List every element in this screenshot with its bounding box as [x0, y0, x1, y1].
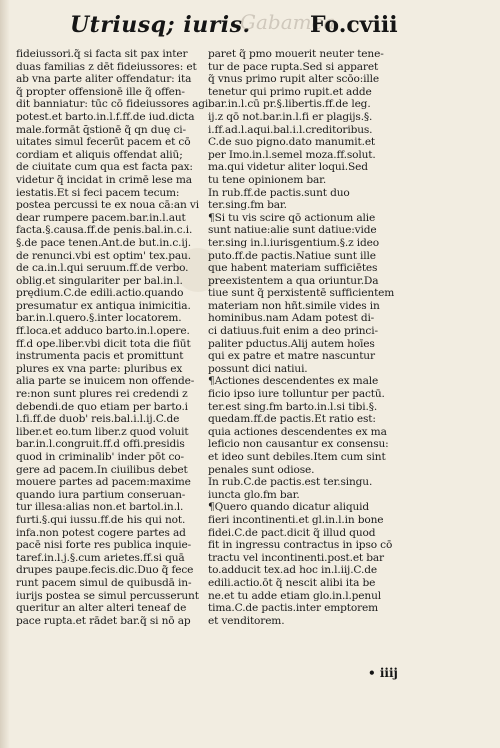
- text-line: In rub.C.de pactis.est ter.singu.: [208, 476, 373, 489]
- text-line: pace rupta.et rādet bar.q̃ si nō ap: [16, 614, 191, 627]
- text-line: presumatur ex antiqua inimicitia.: [16, 299, 191, 312]
- text-line: fideiussori.q̃ si facta sit pax inter: [16, 48, 188, 60]
- text-line: ter.est sing.fm barto.in.l.si tibi.§.: [208, 400, 378, 413]
- text-line: iestatis.Et si feci pacem tecum:: [16, 186, 180, 199]
- text-line: bar.in.l.quero.§.inter locatorem.: [16, 312, 182, 325]
- text-line: iurijs postea se simul percusserunt: [16, 589, 199, 602]
- text-line: postea percussi te ex noua cā:an vi: [16, 199, 199, 212]
- text-line: duas familias z dēt fideiussores: et: [16, 60, 197, 73]
- text-line: q̃ vnus primo rupit alter scōo:ille: [208, 73, 379, 86]
- text-line: tu tene opinionem bar.: [208, 173, 327, 186]
- text-line: instrumenta pacis et promittunt: [16, 350, 184, 363]
- text-line: ficio ipso iure tolluntur per pactū.: [208, 388, 385, 401]
- text-line: tur de pace rupta.Sed si apparet: [208, 60, 379, 73]
- text-line: fit in ingressu contractus in ipso cō: [208, 539, 393, 552]
- text-line: ter.sing.fm bar.: [208, 199, 287, 212]
- text-line: debendi.de quo etiam per barto.i: [16, 400, 188, 413]
- text-line: i.ff.ad.l.aqui.bal.i.l.creditoribus.: [208, 123, 373, 136]
- text-line: alia parte se inuicem non offende-: [16, 375, 195, 388]
- text-line: preexistentem a qua oriuntur.Da: [208, 274, 379, 287]
- text-line: tur illesa:alias non.et bartol.in.l.: [16, 501, 184, 514]
- text-line: plures ex vna parte: pluribus ex: [16, 362, 183, 375]
- text-line: bar.in.l.congruit.ff.d offi.presidis: [16, 438, 185, 451]
- text-line: que habent materiam sufficiētes: [208, 262, 378, 275]
- text-line: queritur an alter alteri teneaf de: [16, 602, 187, 615]
- text-line: oblig.et singulariter per bal.in.l.: [16, 274, 183, 287]
- text-line: per Imo.in.l.semel moza.ff.solut.: [208, 148, 376, 161]
- text-line: ij.z qō not.bar.in.l.fi er plagijs.§.: [208, 110, 373, 123]
- text-line: tenetur qui primo rupit.et adde: [208, 85, 372, 98]
- text-line: de renunci.vbi est optim' tex.pau.: [16, 249, 191, 262]
- text-line: tractu vel incontinenti.post.et bar: [208, 551, 384, 564]
- text-line: videtur q̃ incidat in crimē lese ma: [16, 173, 192, 186]
- text-line: drupes paupe.fecis.dic.Duo q̃ fece: [16, 564, 194, 577]
- page-gutter-shadow: [0, 0, 10, 748]
- text-line: quando iura partium conseruan-: [16, 488, 186, 501]
- signature-mark: • iiij: [368, 666, 398, 680]
- text-line: facta.§.causa.ff.de penis.bal.in.c.i.: [16, 224, 193, 237]
- text-line: quod in criminalib' inder pōt co-: [16, 451, 184, 463]
- text-line: to.adducit tex.ad hoc in.l.iij.C.de: [208, 564, 377, 577]
- text-line: l.fi.ff.de duob' reis.bal.i.l.ij.C.de: [16, 413, 180, 426]
- text-line: fieri incontinenti.et gl.in.l.in bone: [208, 513, 384, 526]
- text-line: edili.actio.ōt q̃ nescit alibi ita be: [208, 576, 376, 589]
- text-line: re:non sunt plures rei credendi z: [16, 388, 188, 401]
- text-line: In rub.ff.de pactis.sunt duo: [208, 186, 350, 199]
- text-line: infa.non potest cogere partes ad: [16, 526, 186, 539]
- text-line: ma.qui videtur aliter loqui.Sed: [208, 161, 368, 174]
- text-line: sunt natiue:alie sunt datiue:vide: [208, 224, 377, 237]
- text-line: gere ad pacem.In ciuilibus debet: [16, 463, 188, 476]
- folio-number: Fo.cviii: [310, 12, 398, 38]
- text-line: ff.d ope.liber.vbi dicit tota die fiūt: [16, 337, 191, 350]
- text-line: pacē nisi forte res publica inquie-: [16, 539, 192, 552]
- text-line: ci datiuus.fuit enim a deo princi-: [208, 325, 378, 338]
- text-line: leficio non causantur ex consensu:: [208, 438, 389, 451]
- text-line: qui ex patre et matre nascuntur: [208, 350, 375, 363]
- text-line: ¶Actiones descendentes ex male: [208, 375, 379, 388]
- text-line: ab vna parte aliter offendatur: ita: [16, 73, 192, 86]
- running-header: [0, 8, 500, 38]
- text-line: furti.§.qui iussu.ff.de his qui not.: [16, 513, 186, 526]
- text-line: quia actiones descendentes ex ma: [208, 425, 387, 438]
- text-line: et venditorem.: [208, 614, 285, 627]
- text-line: prędium.C.de edili.actio.quando: [16, 287, 184, 300]
- text-line: ne.et tu adde etiam glo.in.l.penul: [208, 589, 382, 602]
- text-line: fidei.C.de pact.dicit q̃ illud quod: [208, 526, 376, 539]
- text-line: uitates simul fecerūt pacem et cō: [16, 136, 191, 149]
- text-line: dear rumpere pacem.bar.in.l.aut: [16, 211, 186, 224]
- text-line: liber.et eo.tum liber.z quod voluit: [16, 425, 189, 438]
- text-line: penales sunt odiose.: [208, 463, 315, 476]
- text-line: tima.C.de pactis.inter emptorem: [208, 602, 378, 615]
- text-line: male.formāt q̄stionē q̃ qn duę ci-: [16, 123, 186, 136]
- text-line: C.de suo pigno.dato manumit.et: [208, 136, 376, 149]
- text-line: puto.ff.de pactis.Natiue sunt ille: [208, 249, 376, 262]
- text-line: potest.et barto.in.l.f.ff.de iud.dicta: [16, 110, 195, 123]
- right-text-column: [208, 48, 408, 627]
- text-line: runt pacem simul de quibusdā in-: [16, 576, 192, 589]
- running-title: Utriusq; iuris.: [70, 12, 251, 38]
- text-line: §.de pace tenen.Ant.de but.in.c.ij.: [16, 236, 191, 249]
- bleed-through-text: Gabamea: [240, 10, 336, 34]
- text-line: cordiam et aliquis offendat aliū;: [16, 148, 183, 161]
- text-line: dit banniatur: tūc cō fideiussores agi: [16, 98, 209, 111]
- text-line: q̃ propter offensionē ille q̃ offen-: [16, 85, 185, 98]
- text-line: de ciuitate cum qua est facta pax:: [16, 161, 193, 174]
- text-line: iuncta glo.fm bar.: [208, 488, 300, 501]
- text-line: hominibus.nam Adam potest di-: [208, 312, 375, 325]
- text-line: ff.loca.et adduco barto.in.l.opere.: [16, 325, 190, 338]
- left-text-column: [16, 48, 212, 627]
- text-line: ter.sing in.l.iurisgentium.§.z ideo: [208, 236, 379, 249]
- text-line: et ideo sunt debiles.Item cum sint: [208, 451, 386, 463]
- text-line: de ca.in.l.qui seruum.ff.de verbo.: [16, 262, 189, 275]
- text-line: ¶Quero quando dicatur aliquid: [208, 501, 370, 514]
- text-line: quedam.ff.de pactis.Et ratio est:: [208, 413, 376, 426]
- text-line: ¶Si tu vis scire qō actionum alie: [208, 211, 376, 224]
- text-line: bar.in.l.cū pr.§.libertis.ff.de leg.: [208, 98, 371, 111]
- text-line: possunt dici natiui.: [208, 362, 308, 375]
- text-line: paliter pductus.Alij autem hoīes: [208, 337, 375, 350]
- text-line: tiue sunt q̃ perxistentē sufficientem: [208, 287, 395, 300]
- text-line: taref.in.l.j.§.cum arietes.ff.si quā: [16, 551, 185, 564]
- text-line: paret q̃ pmo mouerit neuter tene-: [208, 48, 384, 60]
- text-line: mouere partes ad pacem:maxime: [16, 476, 191, 489]
- text-line: materiam non hñt.simile vides in: [208, 299, 380, 312]
